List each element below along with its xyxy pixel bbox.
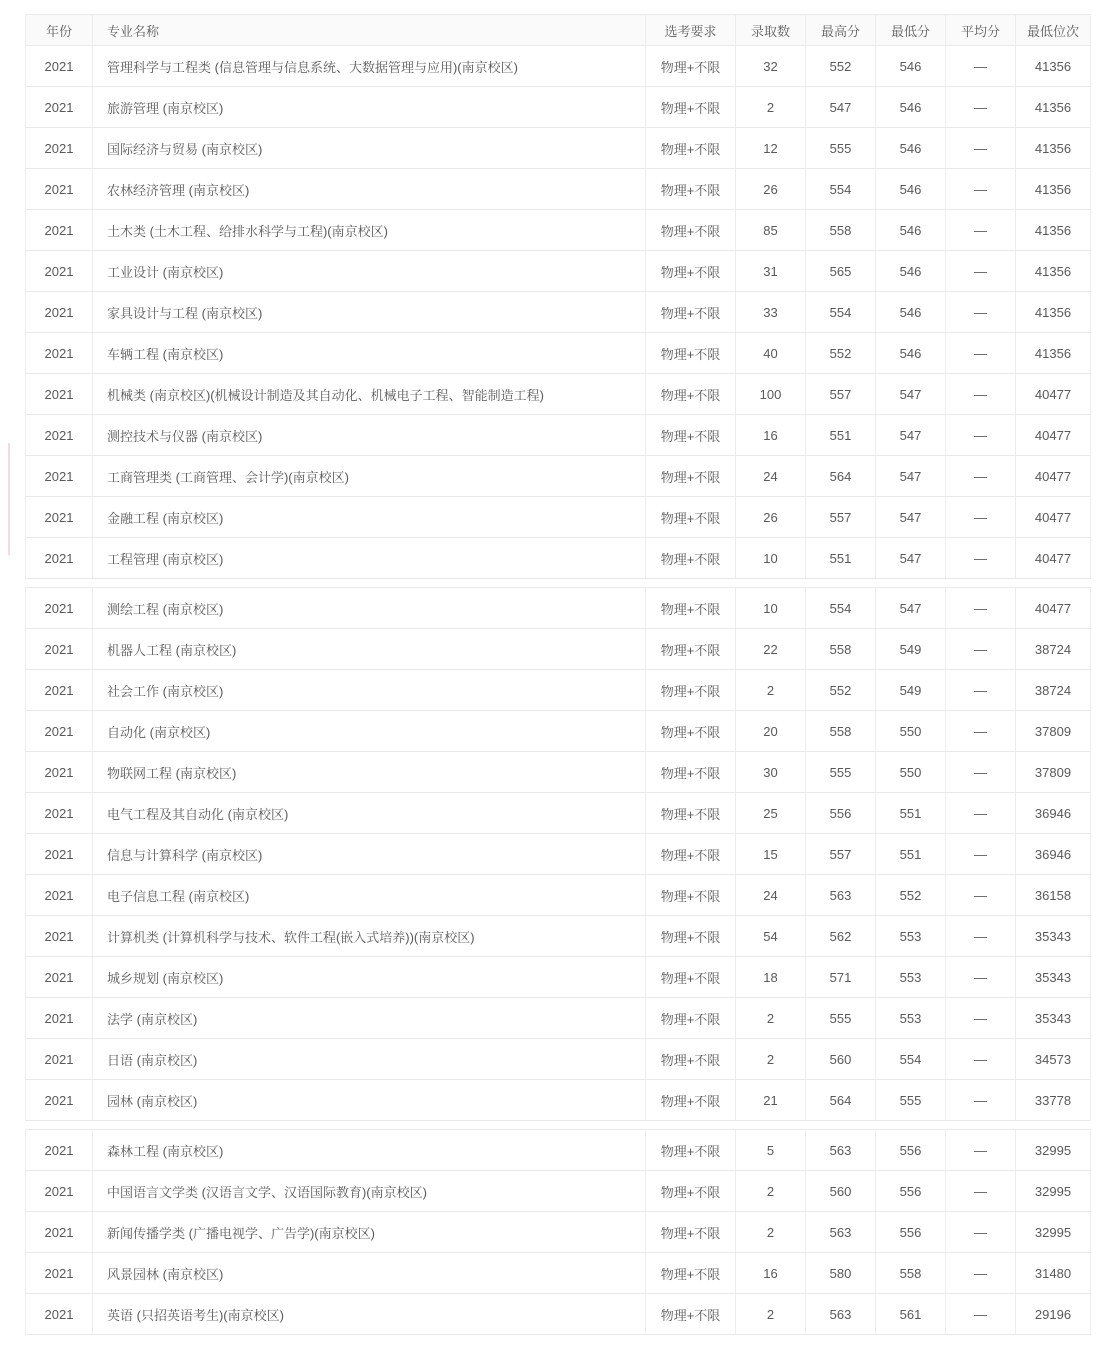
cell-avg: — xyxy=(946,497,1016,538)
cell-min: 546 xyxy=(876,210,946,251)
cell-max: 555 xyxy=(806,128,876,169)
cell-req: 物理+不限 xyxy=(646,538,736,579)
cell-major: 工业设计 (南京校区) xyxy=(93,251,646,292)
cell-major: 日语 (南京校区) xyxy=(93,1039,646,1080)
cell-avg: — xyxy=(946,588,1016,629)
cell-rank: 41356 xyxy=(1016,46,1091,87)
cell-req: 物理+不限 xyxy=(646,497,736,538)
cell-adm: 18 xyxy=(736,957,806,998)
column-header-avg: 平均分 xyxy=(946,15,1016,46)
cell-year: 2021 xyxy=(26,169,93,210)
cell-major: 机械类 (南京校区)(机械设计制造及其自动化、机械电子工程、智能制造工程) xyxy=(93,374,646,415)
cell-req: 物理+不限 xyxy=(646,87,736,128)
cell-major: 工商管理类 (工商管理、会计学)(南京校区) xyxy=(93,456,646,497)
cell-min: 547 xyxy=(876,588,946,629)
cell-min: 554 xyxy=(876,1039,946,1080)
column-header-year: 年份 xyxy=(26,15,93,46)
cell-min: 549 xyxy=(876,670,946,711)
admission-table-segment-1 xyxy=(25,14,1091,579)
cell-major: 风景园林 (南京校区) xyxy=(93,1253,646,1294)
cell-req: 物理+不限 xyxy=(646,251,736,292)
cell-rank: 41356 xyxy=(1016,169,1091,210)
cell-req: 物理+不限 xyxy=(646,793,736,834)
cell-avg: — xyxy=(946,711,1016,752)
cell-req: 物理+不限 xyxy=(646,629,736,670)
cell-adm: 2 xyxy=(736,1039,806,1080)
cell-rank: 38724 xyxy=(1016,670,1091,711)
cell-rank: 41356 xyxy=(1016,210,1091,251)
cell-avg: — xyxy=(946,1130,1016,1171)
table-row xyxy=(26,538,1091,579)
cell-min: 546 xyxy=(876,46,946,87)
cell-year: 2021 xyxy=(26,834,93,875)
cell-min: 547 xyxy=(876,374,946,415)
table-header-row xyxy=(26,15,1091,46)
table-row xyxy=(26,333,1091,374)
cell-min: 551 xyxy=(876,793,946,834)
cell-avg: — xyxy=(946,670,1016,711)
cell-req: 物理+不限 xyxy=(646,1039,736,1080)
cell-avg: — xyxy=(946,169,1016,210)
cell-year: 2021 xyxy=(26,251,93,292)
cell-rank: 40477 xyxy=(1016,374,1091,415)
cell-avg: — xyxy=(946,1171,1016,1212)
cell-min: 549 xyxy=(876,629,946,670)
cell-rank: 34573 xyxy=(1016,1039,1091,1080)
cell-rank: 41356 xyxy=(1016,128,1091,169)
cell-req: 物理+不限 xyxy=(646,916,736,957)
table-row xyxy=(26,793,1091,834)
cell-max: 555 xyxy=(806,752,876,793)
cell-adm: 40 xyxy=(736,333,806,374)
table-row xyxy=(26,169,1091,210)
cell-major: 物联网工程 (南京校区) xyxy=(93,752,646,793)
cell-major: 园林 (南京校区) xyxy=(93,1080,646,1121)
table-row xyxy=(26,711,1091,752)
cell-max: 558 xyxy=(806,629,876,670)
cell-max: 554 xyxy=(806,588,876,629)
cell-min: 546 xyxy=(876,333,946,374)
cell-avg: — xyxy=(946,46,1016,87)
column-header-req: 选考要求 xyxy=(646,15,736,46)
cell-min: 561 xyxy=(876,1294,946,1335)
cell-major: 森林工程 (南京校区) xyxy=(93,1130,646,1171)
cell-max: 564 xyxy=(806,1080,876,1121)
cell-major: 测绘工程 (南京校区) xyxy=(93,588,646,629)
cell-min: 547 xyxy=(876,456,946,497)
cell-rank: 41356 xyxy=(1016,292,1091,333)
cell-adm: 12 xyxy=(736,128,806,169)
cell-adm: 10 xyxy=(736,588,806,629)
table-row xyxy=(26,415,1091,456)
cell-max: 557 xyxy=(806,834,876,875)
cell-major: 英语 (只招英语考生)(南京校区) xyxy=(93,1294,646,1335)
cell-req: 物理+不限 xyxy=(646,128,736,169)
cell-adm: 24 xyxy=(736,875,806,916)
cell-min: 550 xyxy=(876,752,946,793)
cell-min: 551 xyxy=(876,834,946,875)
left-accent-line xyxy=(8,443,10,555)
cell-min: 547 xyxy=(876,538,946,579)
table-row xyxy=(26,1080,1091,1121)
cell-major: 旅游管理 (南京校区) xyxy=(93,87,646,128)
cell-rank: 35343 xyxy=(1016,957,1091,998)
column-header-adm: 录取数 xyxy=(736,15,806,46)
cell-max: 554 xyxy=(806,292,876,333)
cell-max: 547 xyxy=(806,87,876,128)
cell-rank: 33778 xyxy=(1016,1080,1091,1121)
cell-adm: 20 xyxy=(736,711,806,752)
cell-year: 2021 xyxy=(26,538,93,579)
cell-avg: — xyxy=(946,415,1016,456)
cell-rank: 41356 xyxy=(1016,333,1091,374)
cell-adm: 32 xyxy=(736,46,806,87)
cell-year: 2021 xyxy=(26,1212,93,1253)
cell-major: 测控技术与仪器 (南京校区) xyxy=(93,415,646,456)
cell-avg: — xyxy=(946,456,1016,497)
cell-max: 551 xyxy=(806,415,876,456)
cell-major: 新闻传播学类 (广播电视学、广告学)(南京校区) xyxy=(93,1212,646,1253)
cell-max: 563 xyxy=(806,875,876,916)
cell-major: 中国语言文学类 (汉语言文学、汉语国际教育)(南京校区) xyxy=(93,1171,646,1212)
cell-max: 555 xyxy=(806,998,876,1039)
cell-adm: 16 xyxy=(736,415,806,456)
cell-min: 547 xyxy=(876,415,946,456)
cell-max: 557 xyxy=(806,497,876,538)
cell-year: 2021 xyxy=(26,210,93,251)
column-header-rank: 最低位次 xyxy=(1016,15,1091,46)
cell-adm: 2 xyxy=(736,87,806,128)
cell-min: 546 xyxy=(876,292,946,333)
cell-avg: — xyxy=(946,1253,1016,1294)
column-header-major: 专业名称 xyxy=(93,15,646,46)
cell-max: 565 xyxy=(806,251,876,292)
cell-avg: — xyxy=(946,1080,1016,1121)
cell-year: 2021 xyxy=(26,87,93,128)
cell-min: 553 xyxy=(876,916,946,957)
cell-req: 物理+不限 xyxy=(646,957,736,998)
cell-adm: 21 xyxy=(736,1080,806,1121)
cell-major: 自动化 (南京校区) xyxy=(93,711,646,752)
cell-max: 554 xyxy=(806,169,876,210)
cell-min: 547 xyxy=(876,497,946,538)
cell-year: 2021 xyxy=(26,670,93,711)
cell-year: 2021 xyxy=(26,1294,93,1335)
table-row xyxy=(26,588,1091,629)
cell-max: 560 xyxy=(806,1039,876,1080)
column-header-min: 最低分 xyxy=(876,15,946,46)
cell-adm: 16 xyxy=(736,1253,806,1294)
cell-year: 2021 xyxy=(26,711,93,752)
cell-adm: 22 xyxy=(736,629,806,670)
cell-year: 2021 xyxy=(26,588,93,629)
cell-adm: 10 xyxy=(736,538,806,579)
table-row xyxy=(26,87,1091,128)
cell-year: 2021 xyxy=(26,415,93,456)
cell-min: 546 xyxy=(876,251,946,292)
cell-year: 2021 xyxy=(26,1039,93,1080)
cell-year: 2021 xyxy=(26,456,93,497)
table-row xyxy=(26,1130,1091,1171)
cell-avg: — xyxy=(946,793,1016,834)
cell-min: 552 xyxy=(876,875,946,916)
cell-min: 556 xyxy=(876,1212,946,1253)
cell-year: 2021 xyxy=(26,752,93,793)
cell-adm: 100 xyxy=(736,374,806,415)
cell-rank: 37809 xyxy=(1016,752,1091,793)
cell-year: 2021 xyxy=(26,374,93,415)
cell-avg: — xyxy=(946,752,1016,793)
cell-year: 2021 xyxy=(26,1130,93,1171)
cell-req: 物理+不限 xyxy=(646,1294,736,1335)
cell-adm: 2 xyxy=(736,998,806,1039)
cell-max: 552 xyxy=(806,46,876,87)
cell-req: 物理+不限 xyxy=(646,1212,736,1253)
cell-avg: — xyxy=(946,875,1016,916)
cell-major: 农林经济管理 (南京校区) xyxy=(93,169,646,210)
table-row xyxy=(26,998,1091,1039)
cell-adm: 24 xyxy=(736,456,806,497)
cell-max: 560 xyxy=(806,1171,876,1212)
cell-max: 552 xyxy=(806,333,876,374)
cell-major: 法学 (南京校区) xyxy=(93,998,646,1039)
cell-min: 553 xyxy=(876,998,946,1039)
cell-adm: 2 xyxy=(736,670,806,711)
cell-year: 2021 xyxy=(26,128,93,169)
cell-avg: — xyxy=(946,998,1016,1039)
cell-avg: — xyxy=(946,128,1016,169)
cell-year: 2021 xyxy=(26,333,93,374)
cell-max: 563 xyxy=(806,1294,876,1335)
cell-major: 城乡规划 (南京校区) xyxy=(93,957,646,998)
admissions-table xyxy=(25,14,1090,1343)
cell-adm: 25 xyxy=(736,793,806,834)
cell-req: 物理+不限 xyxy=(646,711,736,752)
cell-avg: — xyxy=(946,333,1016,374)
cell-max: 558 xyxy=(806,210,876,251)
cell-major: 国际经济与贸易 (南京校区) xyxy=(93,128,646,169)
cell-max: 571 xyxy=(806,957,876,998)
table-row xyxy=(26,210,1091,251)
cell-min: 550 xyxy=(876,711,946,752)
cell-avg: — xyxy=(946,251,1016,292)
cell-rank: 41356 xyxy=(1016,251,1091,292)
cell-rank: 36946 xyxy=(1016,834,1091,875)
cell-req: 物理+不限 xyxy=(646,456,736,497)
admission-table-segment-2 xyxy=(25,587,1091,1121)
cell-year: 2021 xyxy=(26,46,93,87)
cell-major: 电子信息工程 (南京校区) xyxy=(93,875,646,916)
cell-rank: 36158 xyxy=(1016,875,1091,916)
cell-req: 物理+不限 xyxy=(646,670,736,711)
cell-max: 562 xyxy=(806,916,876,957)
table-row xyxy=(26,957,1091,998)
cell-rank: 32995 xyxy=(1016,1130,1091,1171)
table-row xyxy=(26,834,1091,875)
table-row xyxy=(26,1294,1091,1335)
table-row xyxy=(26,629,1091,670)
table-row xyxy=(26,752,1091,793)
cell-max: 557 xyxy=(806,374,876,415)
cell-rank: 32995 xyxy=(1016,1212,1091,1253)
cell-req: 物理+不限 xyxy=(646,46,736,87)
table-row xyxy=(26,1039,1091,1080)
cell-year: 2021 xyxy=(26,292,93,333)
cell-adm: 2 xyxy=(736,1171,806,1212)
table-row xyxy=(26,916,1091,957)
cell-avg: — xyxy=(946,1212,1016,1253)
cell-min: 556 xyxy=(876,1171,946,1212)
cell-year: 2021 xyxy=(26,497,93,538)
cell-major: 土木类 (土木工程、给排水科学与工程)(南京校区) xyxy=(93,210,646,251)
cell-rank: 40477 xyxy=(1016,456,1091,497)
cell-adm: 2 xyxy=(736,1294,806,1335)
cell-max: 558 xyxy=(806,711,876,752)
cell-req: 物理+不限 xyxy=(646,374,736,415)
cell-major: 电气工程及其自动化 (南京校区) xyxy=(93,793,646,834)
cell-adm: 30 xyxy=(736,752,806,793)
cell-adm: 54 xyxy=(736,916,806,957)
cell-min: 553 xyxy=(876,957,946,998)
cell-req: 物理+不限 xyxy=(646,169,736,210)
cell-year: 2021 xyxy=(26,875,93,916)
cell-min: 546 xyxy=(876,87,946,128)
cell-req: 物理+不限 xyxy=(646,415,736,456)
cell-year: 2021 xyxy=(26,998,93,1039)
cell-avg: — xyxy=(946,374,1016,415)
cell-year: 2021 xyxy=(26,1253,93,1294)
cell-adm: 15 xyxy=(736,834,806,875)
cell-req: 物理+不限 xyxy=(646,1171,736,1212)
cell-rank: 32995 xyxy=(1016,1171,1091,1212)
cell-req: 物理+不限 xyxy=(646,292,736,333)
cell-adm: 33 xyxy=(736,292,806,333)
cell-avg: — xyxy=(946,87,1016,128)
cell-year: 2021 xyxy=(26,629,93,670)
cell-avg: — xyxy=(946,1294,1016,1335)
cell-max: 551 xyxy=(806,538,876,579)
cell-min: 556 xyxy=(876,1130,946,1171)
cell-max: 552 xyxy=(806,670,876,711)
cell-avg: — xyxy=(946,292,1016,333)
cell-avg: — xyxy=(946,916,1016,957)
column-header-max: 最高分 xyxy=(806,15,876,46)
cell-rank: 36946 xyxy=(1016,793,1091,834)
cell-rank: 35343 xyxy=(1016,998,1091,1039)
table-row xyxy=(26,292,1091,333)
cell-req: 物理+不限 xyxy=(646,998,736,1039)
cell-major: 家具设计与工程 (南京校区) xyxy=(93,292,646,333)
cell-req: 物理+不限 xyxy=(646,1253,736,1294)
admission-table-segment-3 xyxy=(25,1129,1091,1335)
cell-major: 计算机类 (计算机科学与技术、软件工程(嵌入式培养))(南京校区) xyxy=(93,916,646,957)
cell-rank: 29196 xyxy=(1016,1294,1091,1335)
cell-rank: 40477 xyxy=(1016,497,1091,538)
table-row xyxy=(26,1212,1091,1253)
cell-avg: — xyxy=(946,210,1016,251)
cell-major: 信息与计算科学 (南京校区) xyxy=(93,834,646,875)
table-row xyxy=(26,128,1091,169)
cell-rank: 40477 xyxy=(1016,415,1091,456)
cell-req: 物理+不限 xyxy=(646,210,736,251)
cell-adm: 31 xyxy=(736,251,806,292)
cell-year: 2021 xyxy=(26,957,93,998)
table-row xyxy=(26,456,1091,497)
cell-req: 物理+不限 xyxy=(646,834,736,875)
cell-rank: 37809 xyxy=(1016,711,1091,752)
cell-max: 580 xyxy=(806,1253,876,1294)
cell-major: 金融工程 (南京校区) xyxy=(93,497,646,538)
cell-major: 工程管理 (南京校区) xyxy=(93,538,646,579)
cell-major: 社会工作 (南京校区) xyxy=(93,670,646,711)
cell-rank: 31480 xyxy=(1016,1253,1091,1294)
cell-rank: 40477 xyxy=(1016,588,1091,629)
table-row xyxy=(26,46,1091,87)
cell-req: 物理+不限 xyxy=(646,875,736,916)
cell-rank: 41356 xyxy=(1016,87,1091,128)
cell-avg: — xyxy=(946,538,1016,579)
cell-max: 563 xyxy=(806,1212,876,1253)
cell-major: 管理科学与工程类 (信息管理与信息系统、大数据管理与应用)(南京校区) xyxy=(93,46,646,87)
cell-avg: — xyxy=(946,1039,1016,1080)
cell-year: 2021 xyxy=(26,1171,93,1212)
cell-major: 车辆工程 (南京校区) xyxy=(93,333,646,374)
cell-avg: — xyxy=(946,957,1016,998)
cell-year: 2021 xyxy=(26,1080,93,1121)
cell-year: 2021 xyxy=(26,916,93,957)
table-row xyxy=(26,497,1091,538)
cell-min: 546 xyxy=(876,128,946,169)
cell-adm: 2 xyxy=(736,1212,806,1253)
cell-avg: — xyxy=(946,629,1016,670)
cell-max: 564 xyxy=(806,456,876,497)
cell-req: 物理+不限 xyxy=(646,752,736,793)
cell-min: 555 xyxy=(876,1080,946,1121)
cell-adm: 5 xyxy=(736,1130,806,1171)
cell-req: 物理+不限 xyxy=(646,333,736,374)
cell-min: 546 xyxy=(876,169,946,210)
cell-max: 556 xyxy=(806,793,876,834)
table-row xyxy=(26,1253,1091,1294)
table-row xyxy=(26,875,1091,916)
table-row xyxy=(26,1171,1091,1212)
cell-rank: 38724 xyxy=(1016,629,1091,670)
cell-year: 2021 xyxy=(26,793,93,834)
cell-avg: — xyxy=(946,834,1016,875)
cell-req: 物理+不限 xyxy=(646,1080,736,1121)
cell-max: 563 xyxy=(806,1130,876,1171)
cell-req: 物理+不限 xyxy=(646,1130,736,1171)
cell-min: 558 xyxy=(876,1253,946,1294)
cell-rank: 40477 xyxy=(1016,538,1091,579)
table-row xyxy=(26,251,1091,292)
cell-req: 物理+不限 xyxy=(646,588,736,629)
cell-rank: 35343 xyxy=(1016,916,1091,957)
cell-adm: 26 xyxy=(736,169,806,210)
table-row xyxy=(26,670,1091,711)
cell-major: 机器人工程 (南京校区) xyxy=(93,629,646,670)
table-row xyxy=(26,374,1091,415)
cell-adm: 85 xyxy=(736,210,806,251)
cell-adm: 26 xyxy=(736,497,806,538)
